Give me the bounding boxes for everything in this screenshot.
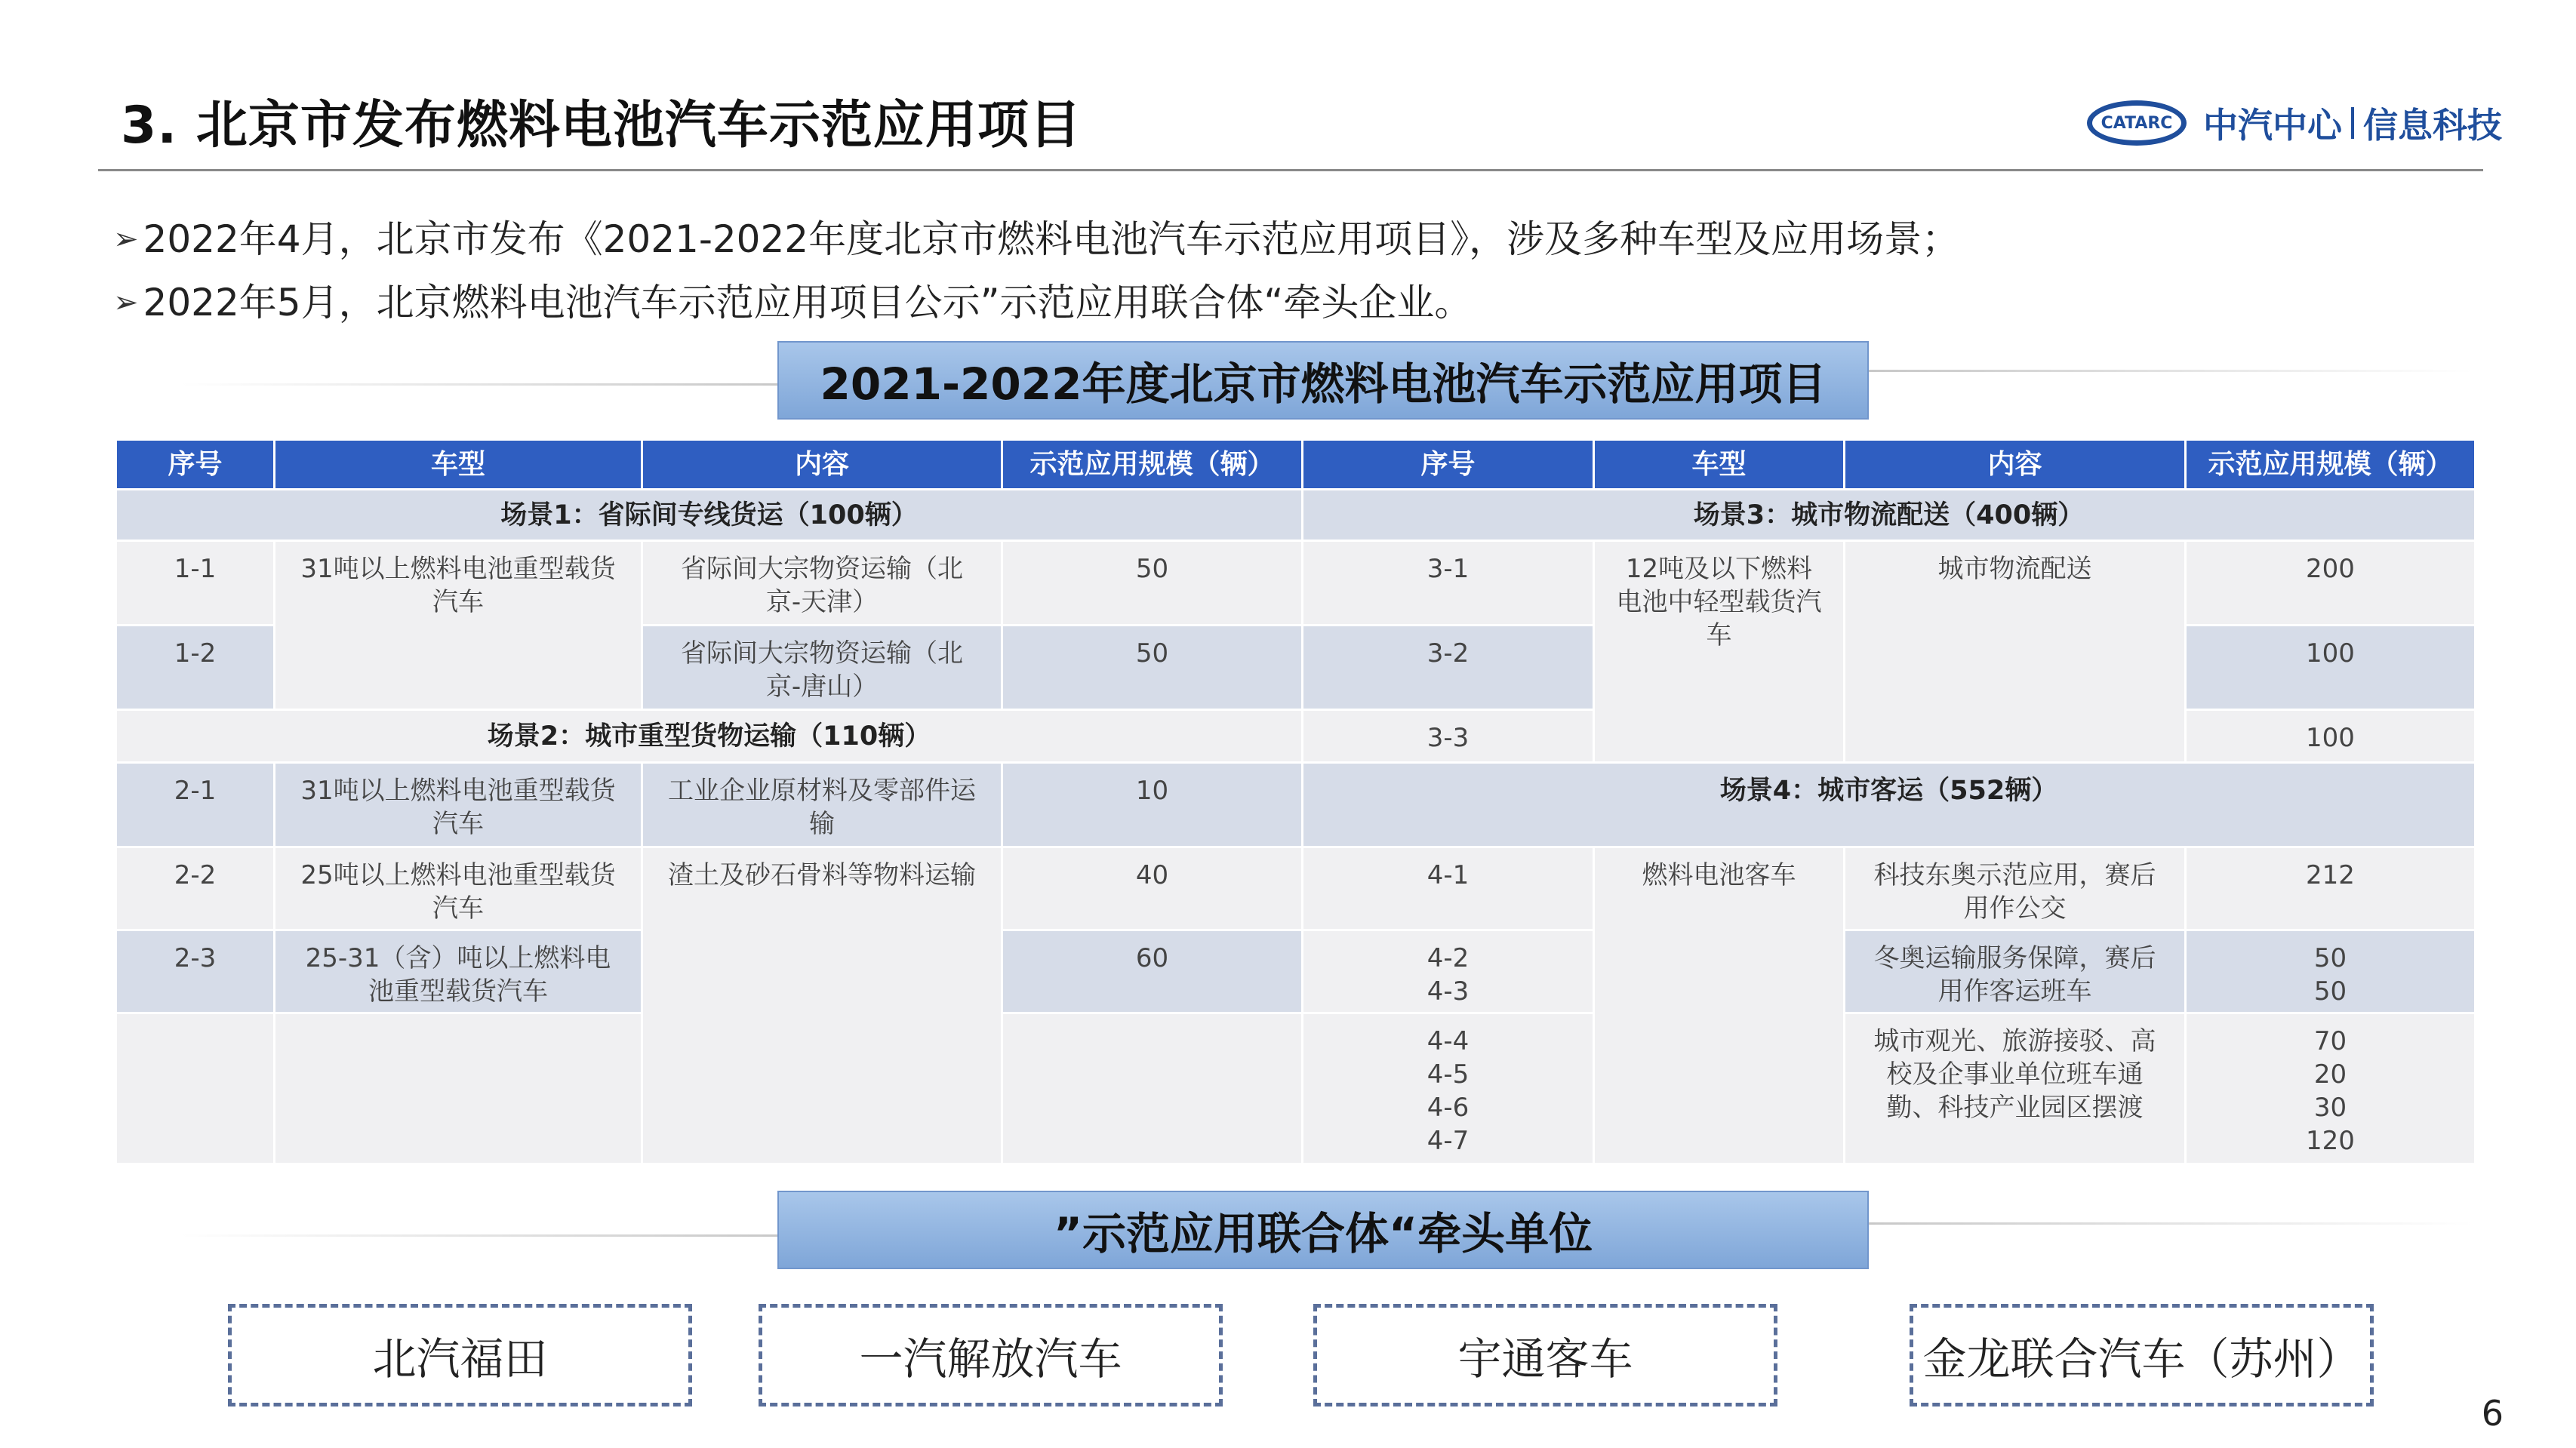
demo-project-table <box>117 441 2476 1165</box>
table-title-banner: 2021-2022年度北京市燃料电池汽车示范应用项目 <box>777 341 1869 420</box>
bullet-item <box>113 271 1959 334</box>
row-id: 2-2 <box>117 848 275 931</box>
arrow-bullet-icon: ➢ <box>113 285 139 320</box>
vehicle-type: 12吨及以下燃料电池中轻型载货汽车 <box>1595 542 1845 764</box>
vehicle-type: 25吨以上燃料电池重型载货汽车 <box>275 848 643 931</box>
scale: 212 <box>2187 848 2476 931</box>
scale: 50 <box>1003 626 1303 711</box>
row-id: 4-4 4-5 4-6 4-7 <box>1303 1014 1595 1165</box>
logo-divider <box>2351 107 2354 139</box>
scale: 200 <box>2187 542 2476 626</box>
bullet-list <box>113 208 1959 334</box>
company-logo <box>2087 97 2502 149</box>
row-id: 2-1 <box>117 764 275 848</box>
banner-line-left <box>181 1234 777 1237</box>
vehicle-type: 燃料电池客车 <box>1595 848 1845 1165</box>
partners-title-banner: ”示范应用联合体“牵头单位 <box>777 1191 1869 1269</box>
page-title: 3. 北京市发布燃料电池汽车示范应用项目 <box>121 96 1082 155</box>
scale: 70 20 30 120 <box>2187 1014 2476 1165</box>
scene-4-row: 场景4：城市客运（552辆） <box>1303 764 2476 848</box>
partner-box: 金龙联合汽车（苏州） <box>1910 1304 2374 1406</box>
scene-3-row: 场景3：城市物流配送（400辆） <box>1303 490 2476 542</box>
page-number: 6 <box>2481 1393 2504 1434</box>
scale: 50 <box>1003 542 1303 626</box>
banner-line-right <box>1869 370 2473 372</box>
row-id: 1-1 <box>117 542 275 626</box>
empty-cell <box>1003 1014 1303 1165</box>
partner-box: 宇通客车 <box>1313 1304 1777 1406</box>
content: 工业企业原材料及零部件运输 <box>643 764 1003 848</box>
vehicle-type: 25-31（含）吨以上燃料电池重型载货汽车 <box>275 931 643 1014</box>
scale: 10 <box>1003 764 1303 848</box>
vehicle-type: 31吨以上燃料电池重型载货汽车 <box>275 542 643 711</box>
content: 城市物流配送 <box>1845 542 2187 764</box>
vehicle-type: 31吨以上燃料电池重型载货汽车 <box>275 764 643 848</box>
logo-text <box>2203 98 2502 148</box>
row-id: 3-1 <box>1303 542 1595 626</box>
scale: 60 <box>1003 931 1303 1014</box>
header-cell: 车型 <box>1595 441 1845 490</box>
logo-right-text: 信息科技 <box>2363 105 2502 146</box>
content: 城市观光、旅游接驳、高校及企事业单位班车通勤、科技产业园区摆渡 <box>1845 1014 2187 1165</box>
banner-line-left <box>181 383 777 386</box>
row-id: 1-2 <box>117 626 275 711</box>
row-id: 3-3 <box>1303 711 1595 764</box>
banner-line-right <box>1869 1222 2473 1225</box>
logo-left-text: 中汽中心 <box>2203 105 2342 146</box>
scale: 50 50 <box>2187 931 2476 1014</box>
row-id: 3-2 <box>1303 626 1595 711</box>
content: 冬奥运输服务保障，赛后用作客运班车 <box>1845 931 2187 1014</box>
catarc-logo-icon: CATARC <box>2087 100 2187 146</box>
scale: 100 <box>2187 711 2476 764</box>
bullet-text: 2022年4月，北京市发布《2021-2022年度北京市燃料电池汽车示范应用项目》，涉及多种车型及应用场景； <box>143 217 1960 261</box>
header-cell: 示范应用规模（辆） <box>1003 441 1303 490</box>
bullet-text: 2022年5月，北京燃料电池汽车示范应用项目公示”示范应用联合体“牵头企业。 <box>143 281 1473 324</box>
row-id: 4-2 4-3 <box>1303 931 1595 1014</box>
empty-cell <box>275 1014 643 1165</box>
content: 省际间大宗物资运输（北京-唐山） <box>643 626 1003 711</box>
scene-1-row: 场景1：省际间专线货运（100辆） <box>117 490 1303 542</box>
partner-box: 北汽福田 <box>228 1304 692 1406</box>
arrow-bullet-icon: ➢ <box>113 222 139 257</box>
content: 科技东奥示范应用，赛后用作公交 <box>1845 848 2187 931</box>
header-cell: 示范应用规模（辆） <box>2187 441 2476 490</box>
scene-2-row: 场景2：城市重型货物运输（110辆） <box>117 711 1303 764</box>
header-cell: 序号 <box>117 441 275 490</box>
header-cell: 序号 <box>1303 441 1595 490</box>
header-cell: 内容 <box>1845 441 2187 490</box>
scale: 100 <box>2187 626 2476 711</box>
content: 渣土及砂石骨料等物料运输 <box>643 848 1003 1165</box>
scale: 40 <box>1003 848 1303 931</box>
content: 省际间大宗物资运输（北京-天津） <box>643 542 1003 626</box>
bullet-item <box>113 208 1959 271</box>
row-id: 2-3 <box>117 931 275 1014</box>
header-cell: 内容 <box>643 441 1003 490</box>
header-divider <box>98 169 2483 171</box>
header-cell: 车型 <box>275 441 643 490</box>
row-id: 4-1 <box>1303 848 1595 931</box>
empty-cell <box>117 1014 275 1165</box>
partner-box: 一汽解放汽车 <box>759 1304 1223 1406</box>
